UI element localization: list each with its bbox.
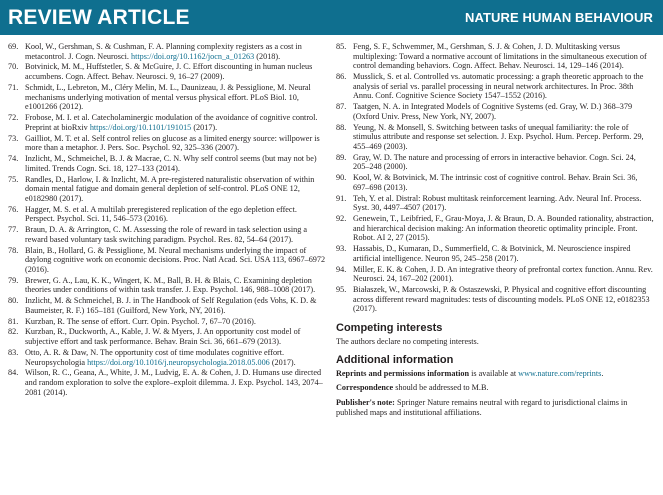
reference-item [8,246,326,275]
references-right-list [336,42,654,314]
reference-text [353,265,654,284]
reference-item [336,72,654,101]
reference-number: 75. [8,174,19,184]
reference-citation: Genewein, T., Leibfried, F., Grau-Moya, J. & Braun, D. A. Bounded rationality, abstraction, and hierarchical decision making: An information theoretic optimality principle. Front. Robot. AI 2, 27 (2015). [353,214,654,243]
reference-citation: Miller, E. K. & Cohen, J. D. An integrative theory of prefrontal cortex function. Annu. Rev. Neurosci. 24, 167–202 (2001). [353,264,653,284]
reference-text [353,173,654,192]
reference-number: 90. [336,173,347,183]
reference-item [336,153,654,172]
reference-citation: Hassabis, D., Kumaran, D., Summerfield, C. & Botvinick, M. Neuroscience inspired artificial intelligence. Neuron 95, 245–258 (2017). [353,244,631,263]
reference-text [25,327,326,346]
reference-citation: Musslick, S. et al. Controlled vs. automatic processing: a graph theoretic approach to the analysis of serial vs. parallel processing in neural network architectures. In Proc. 38th Annu. Conf. Cognitive Science Society 1547–1552 (2016). [353,72,644,101]
competing-interests-text: The authors declare no competing interests. [336,336,479,346]
reference-item [336,194,654,213]
reference-number: 69. [8,42,19,51]
reference-text [25,175,326,204]
correspondence-text: should be addressed to M.B. [393,383,489,393]
reprints-label: Reprints and permissions information [336,368,470,378]
article-type-label: REVIEW ARTICLE [8,5,190,29]
reference-item [8,276,326,295]
reference-text [353,153,654,172]
reference-number: 83. [8,347,19,357]
reference-number: 87. [336,102,347,112]
reference-citation: Otto, A. R. & Daw, N. The opportunity cost of time modulates cognitive effort. Neuropsychologia [25,347,285,367]
reference-item [8,175,326,204]
reference-number: 86. [336,72,347,82]
reference-text [25,83,326,112]
publisher-note-text: Springer Nature remains neutral with regard to jurisdictional claims in published maps and institutional affiliations. [336,397,628,417]
reference-item [8,154,326,173]
reference-citation: Braun, D. A. & Arrington, C. M. Assessing the role of reward in task selection using a reward based voluntary task switching paradigm. Psychol. Res. 82, 54–64 (2017). [25,225,307,244]
reference-text [25,113,326,132]
reference-citation: Kurzban, R. The sense of effort. Curr. Opin. Psychol. 7, 67–70 (2016). [25,316,256,326]
reprints-link[interactable]: www.nature.com/reprints [518,368,602,378]
references-right-column [336,42,654,422]
reference-number: 79. [8,275,19,285]
reference-text [353,244,654,263]
reference-item [336,244,654,263]
reference-item [8,113,326,132]
reference-citation: Brewer, G. A., Lau, K. K., Wingert, K. M., Ball, B. H. & Blais, C. Examining depletion theories under conditions of within task transfer. J. Exp. Psychol. 146, 988–1008 (2017). [25,275,316,295]
reference-number: 94. [336,264,347,274]
reference-number: 91. [336,193,347,203]
reference-text [25,134,326,153]
reference-text [353,42,654,71]
reference-citation: Gray, W. D. The nature and processing of errors in interactive behavior. Cogn. Sci. 24, 205–248 (2000). [353,152,636,172]
reference-citation: Yeung, N. & Monsell, S. Switching between tasks of unequal familiarity: the role of stimulus attribute and response set selection. J. Exp. Psychol. Hum. Percep. Perform. 29, 455–469 (2003). [353,122,644,151]
reference-citation: Taatgen, N. A. in Integrated Models of Cognitive Systems (ed. Gray, W. D.) 368–379 (Oxford Univ. Press, New York, NY, 2007). [353,102,633,121]
reference-doi-link[interactable]: https://doi.org/10.1162/jocn_a_01263 [130,51,255,61]
reference-number: 85. [336,42,347,51]
reference-number: 93. [336,244,347,254]
reference-item [8,62,326,81]
reference-citation: Feng, S. F., Schwemmer, M., Gershman, S. J. & Cohen, J. D. Multitasking versus multiplexing: Toward a normative account of limitations in the simultaneous execution of control demanding behaviors. Cogn. Affect. Behav. Neurosci. 14, 129–146 (2014). [353,42,647,71]
reprints-text: is available at [469,368,519,378]
reference-citation: Białaszek, W., Marcowski, P. & Ostaszewski, P. Physical and cognitive effort discounting across different reward magnitudes: tests of discounting models. PLoS ONE 12, e0182353 (2017). [353,285,650,314]
publisher-note-label: Publisher's note: [336,397,395,407]
reference-item [336,123,654,152]
reference-citation: Teh, Y. et al. Distral: Robust multitask reinforcement learning. Adv. Neural Inf. Process. Syst. 30, 4497–4507 (2017). [353,193,642,213]
reference-citation: Wilson, R. C., Geana, A., White, J. M., Ludvig, E. A. & Cohen, J. D. Humans use directed and random exploration to solve the explore–exploit dilemma. J. Exp. Psychol. 143, 2074–2081 (2014). [25,368,323,397]
reference-citation: Blain, B., Hollard, G. & Pessiglione, M. Neural mechanisms underlying the impact of daylong cognitive work on economic decisions. Proc. Natl Acad. Sci. USA 113, 6967–6972 (2016). [25,245,326,274]
journal-name: NATURE HUMAN BEHAVIOUR [464,10,653,25]
reference-item [8,134,326,153]
reference-citation: Randles, D., Harlow, I. & Inzlicht, M. A pre-registered naturalistic observation of within domain mental fatigue and domain general depletion of self-control. PLoS ONE 12, e0182980 (2017). [25,174,315,203]
reference-item [336,265,654,284]
reference-citation: Inzlicht, M. & Schmeichel, B. J. in The Handbook of Self Regulation (eds Vohs, K. D. & Baumeister, R. F.) 165–181 (Guilford, New York, NY, 2016). [25,296,317,315]
reference-text [353,72,654,101]
reference-text [25,62,326,81]
reference-item [336,102,654,121]
reference-text [25,368,326,397]
reference-number: 78. [8,245,19,255]
reference-text [25,205,326,224]
reference-item [8,225,326,244]
publisher-note-paragraph [336,398,654,417]
reference-number: 95. [336,285,347,295]
reference-citation: Botvinick, M. M., Huffstetler, S. & McGuire, J. C. Effort discounting in human nucleus accumbens. Cogn. Affect. Behav. Neurosci. 9, 16–27 (2009). [25,62,313,82]
reference-citation: Kool, W. & Botvinick, M. The intrinsic cost of cognitive control. Behav. Brain Sci. 36, 697–698 (2013). [353,173,638,192]
reference-number: 73. [8,133,19,143]
reference-number: 82. [8,327,19,337]
reference-item [336,173,654,192]
reference-citation: Inzlicht, M., Schmeichel, B. J. & Macrae, C. N. Why self control seems (but may not be) limited. Trends Cogn. Sci. 18, 127–133 (2014). [25,154,317,173]
reference-number: 77. [8,225,19,235]
additional-information-heading: Additional information [336,354,454,367]
reference-text [353,194,654,213]
reference-number: 88. [336,122,347,132]
reference-number: 80. [8,296,19,306]
reference-year: (2017). [191,122,218,132]
correspondence-paragraph [336,383,654,393]
reference-text [25,42,326,61]
reference-number: 70. [8,62,19,72]
reference-item [8,348,326,367]
correspondence-label: Correspondence [336,383,394,393]
reference-citation: Frobose, M. I. et al. Catecholaminergic modulation of the avoidance of cognitive control. Preprint at bioRxiv [25,113,318,132]
reference-number: 72. [8,113,19,123]
reference-citation: Schmidt, L., Lebreton, M., Cléry Melin, M. L., Daunizeau, J. & Pessiglione, M. Neural mechanisms underlying motivation of mental versus physical effort. PLoS Biol. 10, e1001266 (2012). [25,82,311,112]
reference-number: 81. [8,316,19,326]
competing-interests-heading: Competing interests [336,322,443,334]
reference-item [8,368,326,397]
reference-text [25,317,326,327]
references-left-column [8,42,326,399]
reference-number: 84. [8,368,19,378]
reference-item [8,205,326,224]
reference-item [8,327,326,346]
reference-item [8,317,326,327]
reference-text [25,154,326,173]
reference-citation: Gailliot, M. T. et al. Self control relies on glucose as a limited energy source: willpower is more than a metaphor. J. Pers. Soc. Psychol. 92, 325–336 (2007). [25,133,320,153]
reference-year: (2018). [254,51,281,61]
reference-item [336,285,654,314]
reprints-paragraph [336,369,654,379]
reference-text [25,348,326,367]
reference-text [353,285,654,314]
reference-number: 74. [8,154,19,164]
reference-text [25,246,326,275]
reference-item [8,42,326,61]
reference-text [25,296,326,315]
reference-text [353,123,654,152]
reference-item [336,42,654,71]
reference-number: 89. [336,152,347,162]
reference-doi-link[interactable]: https://doi.org/10.1016/j.neuropsychologia.2018.05.006 [87,357,270,367]
reference-text [353,102,654,121]
reference-text [25,276,326,295]
reference-citation: Kurzban, R., Duckworth, A., Kable, J. W. & Myers, J. An opportunity cost model of subjective effort and task performance. Behav. Brain Sci. 36, 661–679 (2013). [25,327,301,347]
page-header [0,0,663,35]
reference-year: (2017). [269,357,296,367]
reference-item [8,296,326,315]
reference-text [353,214,654,243]
reference-item [8,83,326,112]
reference-number: 71. [8,82,19,92]
reference-number: 76. [8,204,19,214]
reference-text [25,225,326,244]
reference-doi-link[interactable]: https://doi.org/10.1101/191015 [89,122,192,132]
reference-citation: Kool, W., Gershman, S. & Cushman, F. A. Planning complexity registers as a cost in metacontrol. J. Cogn. Neurosci. [25,42,302,61]
reference-citation: Hagger, M. S. et al. A multilab preregistered replication of the ego depletion effect. Perspect. Psychol. Sci. 11, 546–573 (2016). [25,204,297,224]
reference-item [336,214,654,243]
reprints-end: . [601,368,604,378]
reference-number: 92. [336,214,347,224]
